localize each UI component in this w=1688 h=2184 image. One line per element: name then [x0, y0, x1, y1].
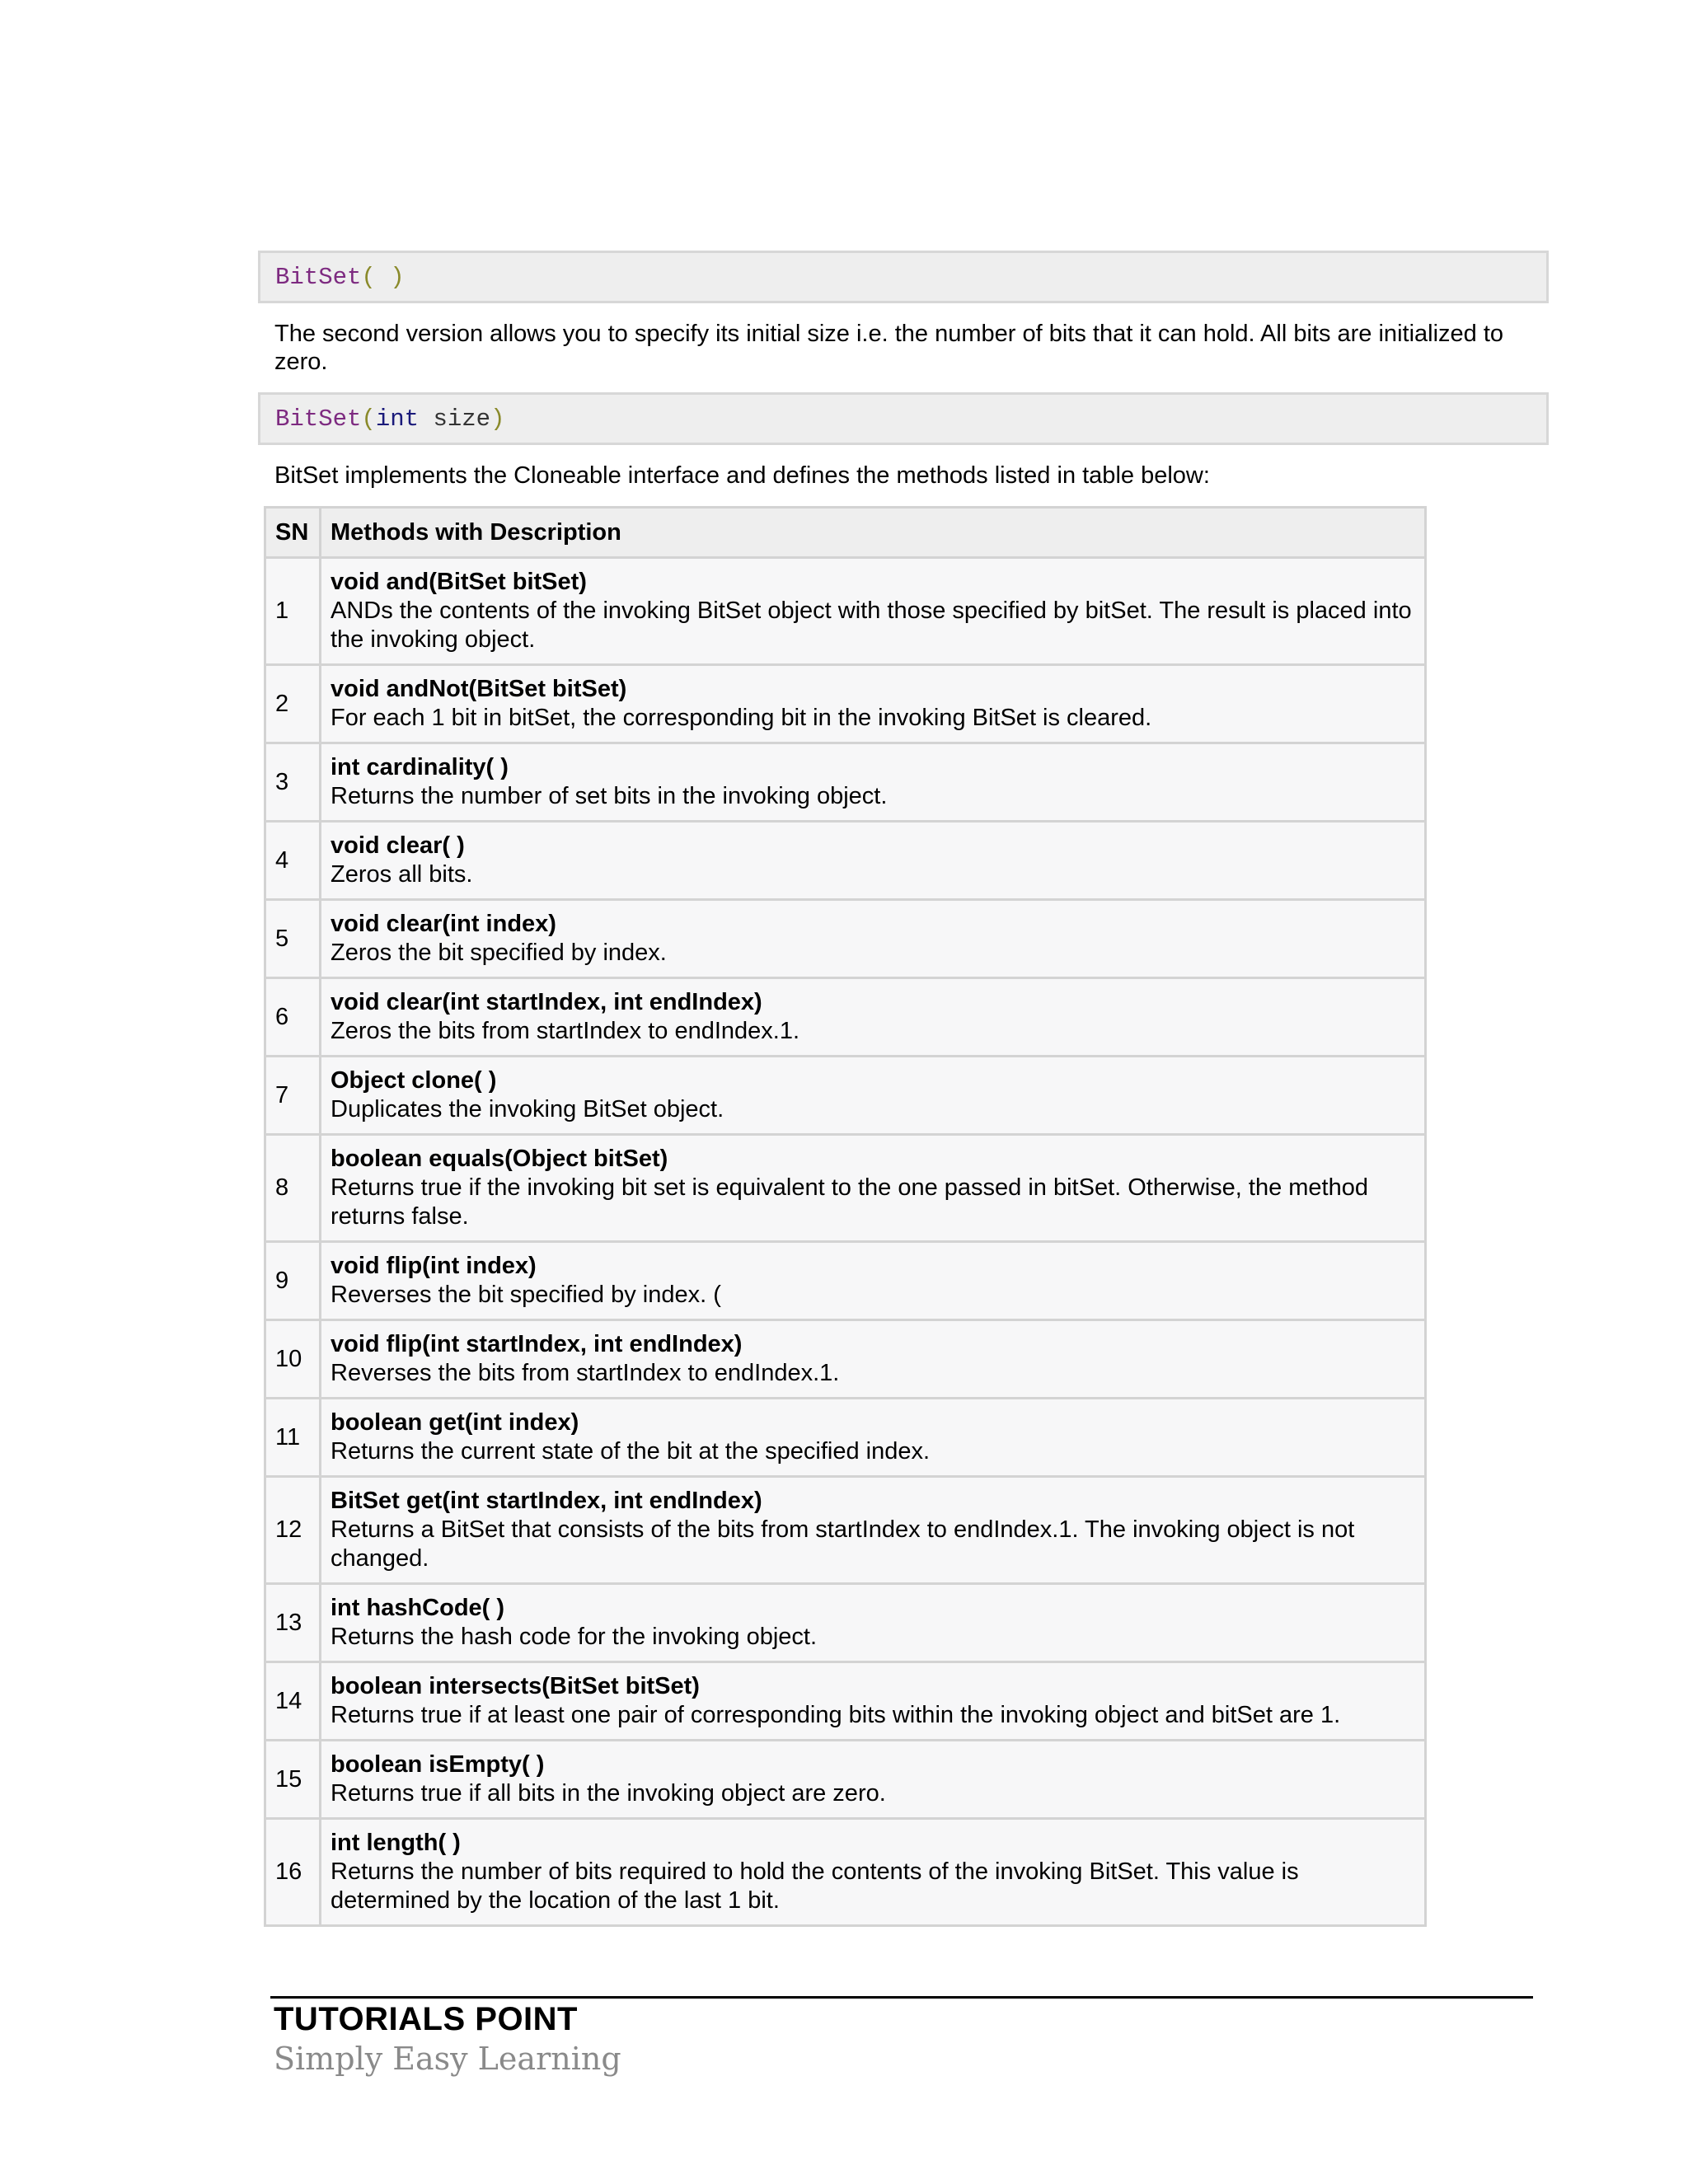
table-row — [265, 1399, 1426, 1477]
method-description: Duplicates the invoking BitSet object. — [331, 1096, 724, 1122]
row-sn: 15 — [265, 1741, 321, 1819]
row-method — [321, 1584, 1426, 1662]
footer-brand-tagline: Simply Easy Learning — [274, 2041, 621, 2077]
table-row — [265, 1320, 1426, 1399]
method-description: Returns the number of bits required to hold the contents of the invoking BitSet. This value is determined by the location of the last 1 bit. — [331, 1858, 1299, 1914]
row-sn: 12 — [265, 1477, 321, 1584]
table-row — [265, 900, 1426, 978]
row-sn: 8 — [265, 1135, 321, 1242]
row-method — [321, 1057, 1426, 1135]
code-block-size-constructor — [258, 392, 1549, 445]
code-space — [376, 264, 390, 291]
table-row — [265, 665, 1426, 743]
method-description: Returns true if at least one pair of corresponding bits within the invoking object and bitSet are 1. — [331, 1702, 1341, 1728]
method-signature: boolean equals(Object bitSet) — [331, 1146, 668, 1172]
table-row — [265, 1741, 1426, 1819]
row-sn: 16 — [265, 1819, 321, 1926]
code-class-name: BitSet — [275, 405, 362, 433]
row-sn: 11 — [265, 1399, 321, 1477]
page-content — [258, 251, 1549, 1927]
row-sn: 7 — [265, 1057, 321, 1135]
method-description: Returns true if all bits in the invoking object are zero. — [331, 1780, 886, 1807]
table-row — [265, 978, 1426, 1057]
method-signature: void clear(int startIndex, int endIndex) — [331, 989, 762, 1015]
code-paren-close: ) — [490, 405, 505, 433]
row-sn: 10 — [265, 1320, 321, 1399]
row-sn: 13 — [265, 1584, 321, 1662]
row-method — [321, 743, 1426, 822]
row-method — [321, 665, 1426, 743]
method-description: Reverses the bits from startIndex to endIndex.1. — [331, 1360, 840, 1386]
code-paren-open: ( — [361, 405, 376, 433]
method-description: Zeros the bits from startIndex to endIndex.1. — [331, 1018, 800, 1044]
code-block-default-constructor — [258, 251, 1549, 303]
row-method — [321, 1242, 1426, 1320]
row-method — [321, 822, 1426, 900]
method-description: For each 1 bit in bitSet, the corresponding bit in the invoking BitSet is cleared. — [331, 705, 1152, 731]
method-signature: int hashCode( ) — [331, 1595, 505, 1621]
table-row — [265, 1662, 1426, 1741]
table-row — [265, 1135, 1426, 1242]
method-description: Returns a BitSet that consists of the bits from startIndex to endIndex.1. The invoking object is not changed. — [331, 1516, 1355, 1572]
methods-table-body — [265, 558, 1426, 1926]
paragraph-second-version: The second version allows you to specify its initial size i.e. the number of bits that it can hold. All bits are initialized to zero. — [274, 321, 1504, 375]
method-signature: Object clone( ) — [331, 1067, 497, 1094]
row-sn: 14 — [265, 1662, 321, 1741]
method-signature: void clear( ) — [331, 832, 465, 859]
code-class-name: BitSet — [275, 263, 362, 291]
method-signature: boolean get(int index) — [331, 1409, 579, 1436]
row-method — [321, 1741, 1426, 1819]
method-signature: void flip(int index) — [331, 1253, 537, 1279]
header-methods: Methods with Description — [321, 508, 1426, 558]
code-paren-close: ) — [390, 263, 405, 291]
methods-table — [264, 506, 1427, 1927]
row-method — [321, 1662, 1426, 1741]
method-description: Zeros all bits. — [331, 861, 473, 888]
method-signature: void and(BitSet bitSet) — [331, 569, 587, 595]
footer-brand-title: TUTORIALS POINT — [274, 2001, 578, 2037]
row-sn: 4 — [265, 822, 321, 900]
method-description: Returns the hash code for the invoking object. — [331, 1624, 818, 1650]
row-sn: 9 — [265, 1242, 321, 1320]
table-row — [265, 822, 1426, 900]
method-signature: void andNot(BitSet bitSet) — [331, 676, 627, 702]
table-row — [265, 1057, 1426, 1135]
method-description: Reverses the bit specified by index. ( — [331, 1282, 721, 1308]
method-signature: void clear(int index) — [331, 911, 556, 937]
row-sn: 2 — [265, 665, 321, 743]
header-sn: SN — [265, 508, 321, 558]
method-signature: int cardinality( ) — [331, 754, 509, 780]
table-row — [265, 558, 1426, 665]
code-keyword-int: int — [375, 405, 420, 433]
method-signature: boolean isEmpty( ) — [331, 1751, 545, 1778]
method-signature: void flip(int startIndex, int endIndex) — [331, 1331, 743, 1357]
method-description: Zeros the bit specified by index. — [331, 940, 667, 966]
row-method — [321, 978, 1426, 1057]
paragraph-implements: BitSet implements the Cloneable interface and defines the methods listed in table below: — [274, 462, 1210, 489]
method-description: Returns true if the invoking bit set is equivalent to the one passed in bitSet. Otherwise, the method returns false. — [331, 1174, 1368, 1230]
row-method — [321, 558, 1426, 665]
row-sn: 3 — [265, 743, 321, 822]
row-method — [321, 900, 1426, 978]
row-method — [321, 1477, 1426, 1584]
row-method — [321, 1399, 1426, 1477]
method-signature: boolean intersects(BitSet bitSet) — [331, 1673, 700, 1699]
method-description: Returns the number of set bits in the invoking object. — [331, 783, 888, 809]
method-signature: BitSet get(int startIndex, int endIndex) — [331, 1488, 762, 1514]
code-paren-open: ( — [361, 263, 376, 291]
row-sn: 6 — [265, 978, 321, 1057]
method-description: ANDs the contents of the invoking BitSet object with those specified by bitSet. The result is placed into the invoking object. — [331, 598, 1412, 653]
row-method — [321, 1135, 1426, 1242]
table-row — [265, 1584, 1426, 1662]
table-row — [265, 743, 1426, 822]
table-header-row — [265, 508, 1426, 558]
footer-divider — [270, 1996, 1533, 1999]
method-signature: int length( ) — [331, 1830, 461, 1856]
row-sn: 1 — [265, 558, 321, 665]
table-row — [265, 1242, 1426, 1320]
table-row — [265, 1819, 1426, 1926]
row-method — [321, 1819, 1426, 1926]
code-param-size: size — [419, 405, 491, 433]
method-description: Returns the current state of the bit at the specified index. — [331, 1438, 931, 1465]
row-method — [321, 1320, 1426, 1399]
table-row — [265, 1477, 1426, 1584]
row-sn: 5 — [265, 900, 321, 978]
